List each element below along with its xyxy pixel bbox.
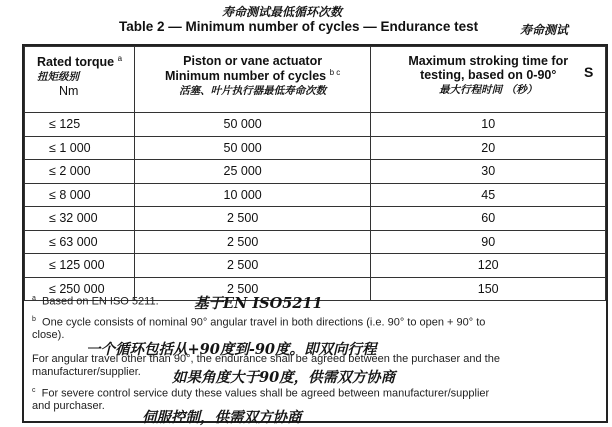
header-row <box>25 47 606 113</box>
title-cn-right-annotation: 寿命测试 <box>520 23 569 37</box>
table-row: ≤ 63 000 2 500 90 <box>25 230 606 254</box>
table-row: ≤ 2 000 25 000 30 <box>25 160 606 184</box>
table-row: ≤ 32 000 2 500 60 <box>25 207 606 231</box>
footnote-b-cn-annotation: 一个循环包括从+90度到-90度。即双向行程 <box>86 341 377 358</box>
header-min-cycles: Piston or vane actuator Minimum number of cycles $^{b c}$ 活塞、叶片执行器最低寿命次数 <box>134 47 371 113</box>
footnote-b-line2: close). <box>32 329 65 341</box>
footnote-extra-line1: For angular travel other than 90°, the endurance shall be agreed between the purchaser and the <box>32 353 500 365</box>
header-rated-torque: Rated torque $^a$ 扭矩级别 Nm <box>25 47 135 113</box>
footnote-c-line1: $^c$ For severe control service duty these values shall be agreed between manufacturer/supplier <box>32 387 490 400</box>
header-rated-torque-cn: 扭矩级别 <box>37 71 79 84</box>
table-row: ≤ 250 000 2 500 150 <box>25 277 606 301</box>
table-title: Table 2 — Minimum number of cycles — Endurance test <box>119 19 479 34</box>
header-rated-torque-unit: Nm <box>59 84 79 99</box>
footnote-c-cn-annotation: 伺服控制，供需双方协商 <box>142 409 302 426</box>
margin-s-mark: S <box>584 64 594 80</box>
table-row: ≤ 125 50 000 10 <box>25 113 606 137</box>
table-row: ≤ 125 000 2 500 120 <box>25 254 606 278</box>
footnote-extra-cn-annotation: 如果角度大于90度，供需双方协商 <box>172 369 396 386</box>
endurance-table-frame <box>22 44 608 426</box>
footnote-a-cn-annotation: 基于EN ISO5211 <box>194 295 323 312</box>
header-stroking-time: Maximum stroking time for testing, based on 0-90° 最大行程时间 （秒） <box>371 47 606 113</box>
title-cn-annotation: 寿命测试最低循环次数 <box>222 5 343 19</box>
table-row: ≤ 8 000 10 000 45 <box>25 183 606 207</box>
footnote-b-line1: $^b$ One cycle consists of nominal 90° angular travel in both directions (i.e. 90° to open + 90° to <box>32 316 486 329</box>
endurance-table <box>24 46 606 301</box>
footnote-extra-line2: manufacturer/supplier. <box>32 366 141 378</box>
footnote-c-line2: and purchaser. <box>32 400 105 412</box>
header-stroking-time-cn: 最大行程时间 （秒） <box>439 84 538 96</box>
footnote-a: $^a$ Based on EN ISO 5211. <box>32 295 159 308</box>
header-min-cycles-cn: 活塞、叶片执行器最低寿命次数 <box>179 85 327 98</box>
table-row: ≤ 1 000 50 000 20 <box>25 136 606 160</box>
